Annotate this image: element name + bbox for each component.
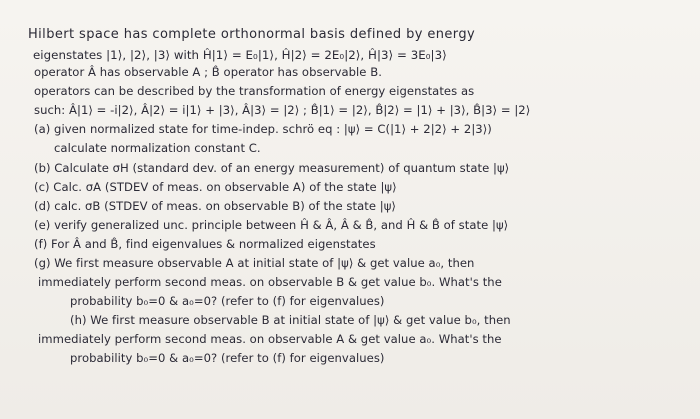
part-g-question-line: probability b₀=0 & a₀=0? (refer to (f) for eigenvalues) (70, 294, 385, 308)
part-b-line: (b) Calculate σH (standard dev. of an energy measurement) of quantum state |ψ⟩ (34, 161, 510, 175)
operator-actions-line: such: Â|1⟩ = -i|2⟩, Â|2⟩ = i|1⟩ + |3⟩, Â|3⟩ = |2⟩ ; B̂|1⟩ = |2⟩, B̂|2⟩ = |1⟩ + |3⟩, B̂|3⟩ = |2⟩ (34, 103, 531, 117)
operators-description-line: operators can be described by the transformation of energy eigenstates as (34, 84, 475, 98)
part-h-line: (h) We first measure observable B at initial state of |ψ⟩ & get value b₀, then (70, 313, 511, 327)
part-g-line: (g) We first measure observable A at initial state of |ψ⟩ & get value a₀, then (34, 256, 475, 270)
part-f-line: (f) For Â and B̂, find eigenvalues & normalized eigenstates (34, 237, 376, 251)
part-e-line: (e) verify generalized unc. principle between Ĥ & Â, Â & B̂, and Ĥ & B̂ of state |ψ⟩ (34, 218, 509, 232)
operators-observables-line: operator Â has observable A ; B̂ operator has observable B. (34, 65, 382, 79)
part-d-line: (d) calc. σB (STDEV of meas. on observable B) of the state |ψ⟩ (34, 199, 397, 213)
part-a-line: (a) given normalized state for time-indep. schrö eq : |ψ⟩ = C(|1⟩ + 2|2⟩ + 2|3⟩) (34, 122, 492, 136)
problem-intro-line: Hilbert space has complete orthonormal basis defined by energy (28, 27, 476, 42)
part-a-continued-line: calculate normalization constant C. (54, 141, 261, 155)
part-h-continued-line: immediately perform second meas. on observable A & get value a₀. What's the (38, 332, 502, 346)
part-g-continued-line: immediately perform second meas. on observable B & get value b₀. What's the (38, 275, 502, 289)
part-h-question-line: probability b₀=0 & a₀=0? (refer to (f) for eigenvalues) (70, 351, 385, 365)
energy-eigenstates-line: eigenstates |1⟩, |2⟩, |3⟩ with Ĥ|1⟩ = E₀|1⟩, Ĥ|2⟩ = 2E₀|2⟩, Ĥ|3⟩ = 3E₀|3⟩ (33, 48, 447, 62)
part-c-line: (c) Calc. σA (STDEV of meas. on observable A) of the state |ψ⟩ (34, 180, 397, 194)
